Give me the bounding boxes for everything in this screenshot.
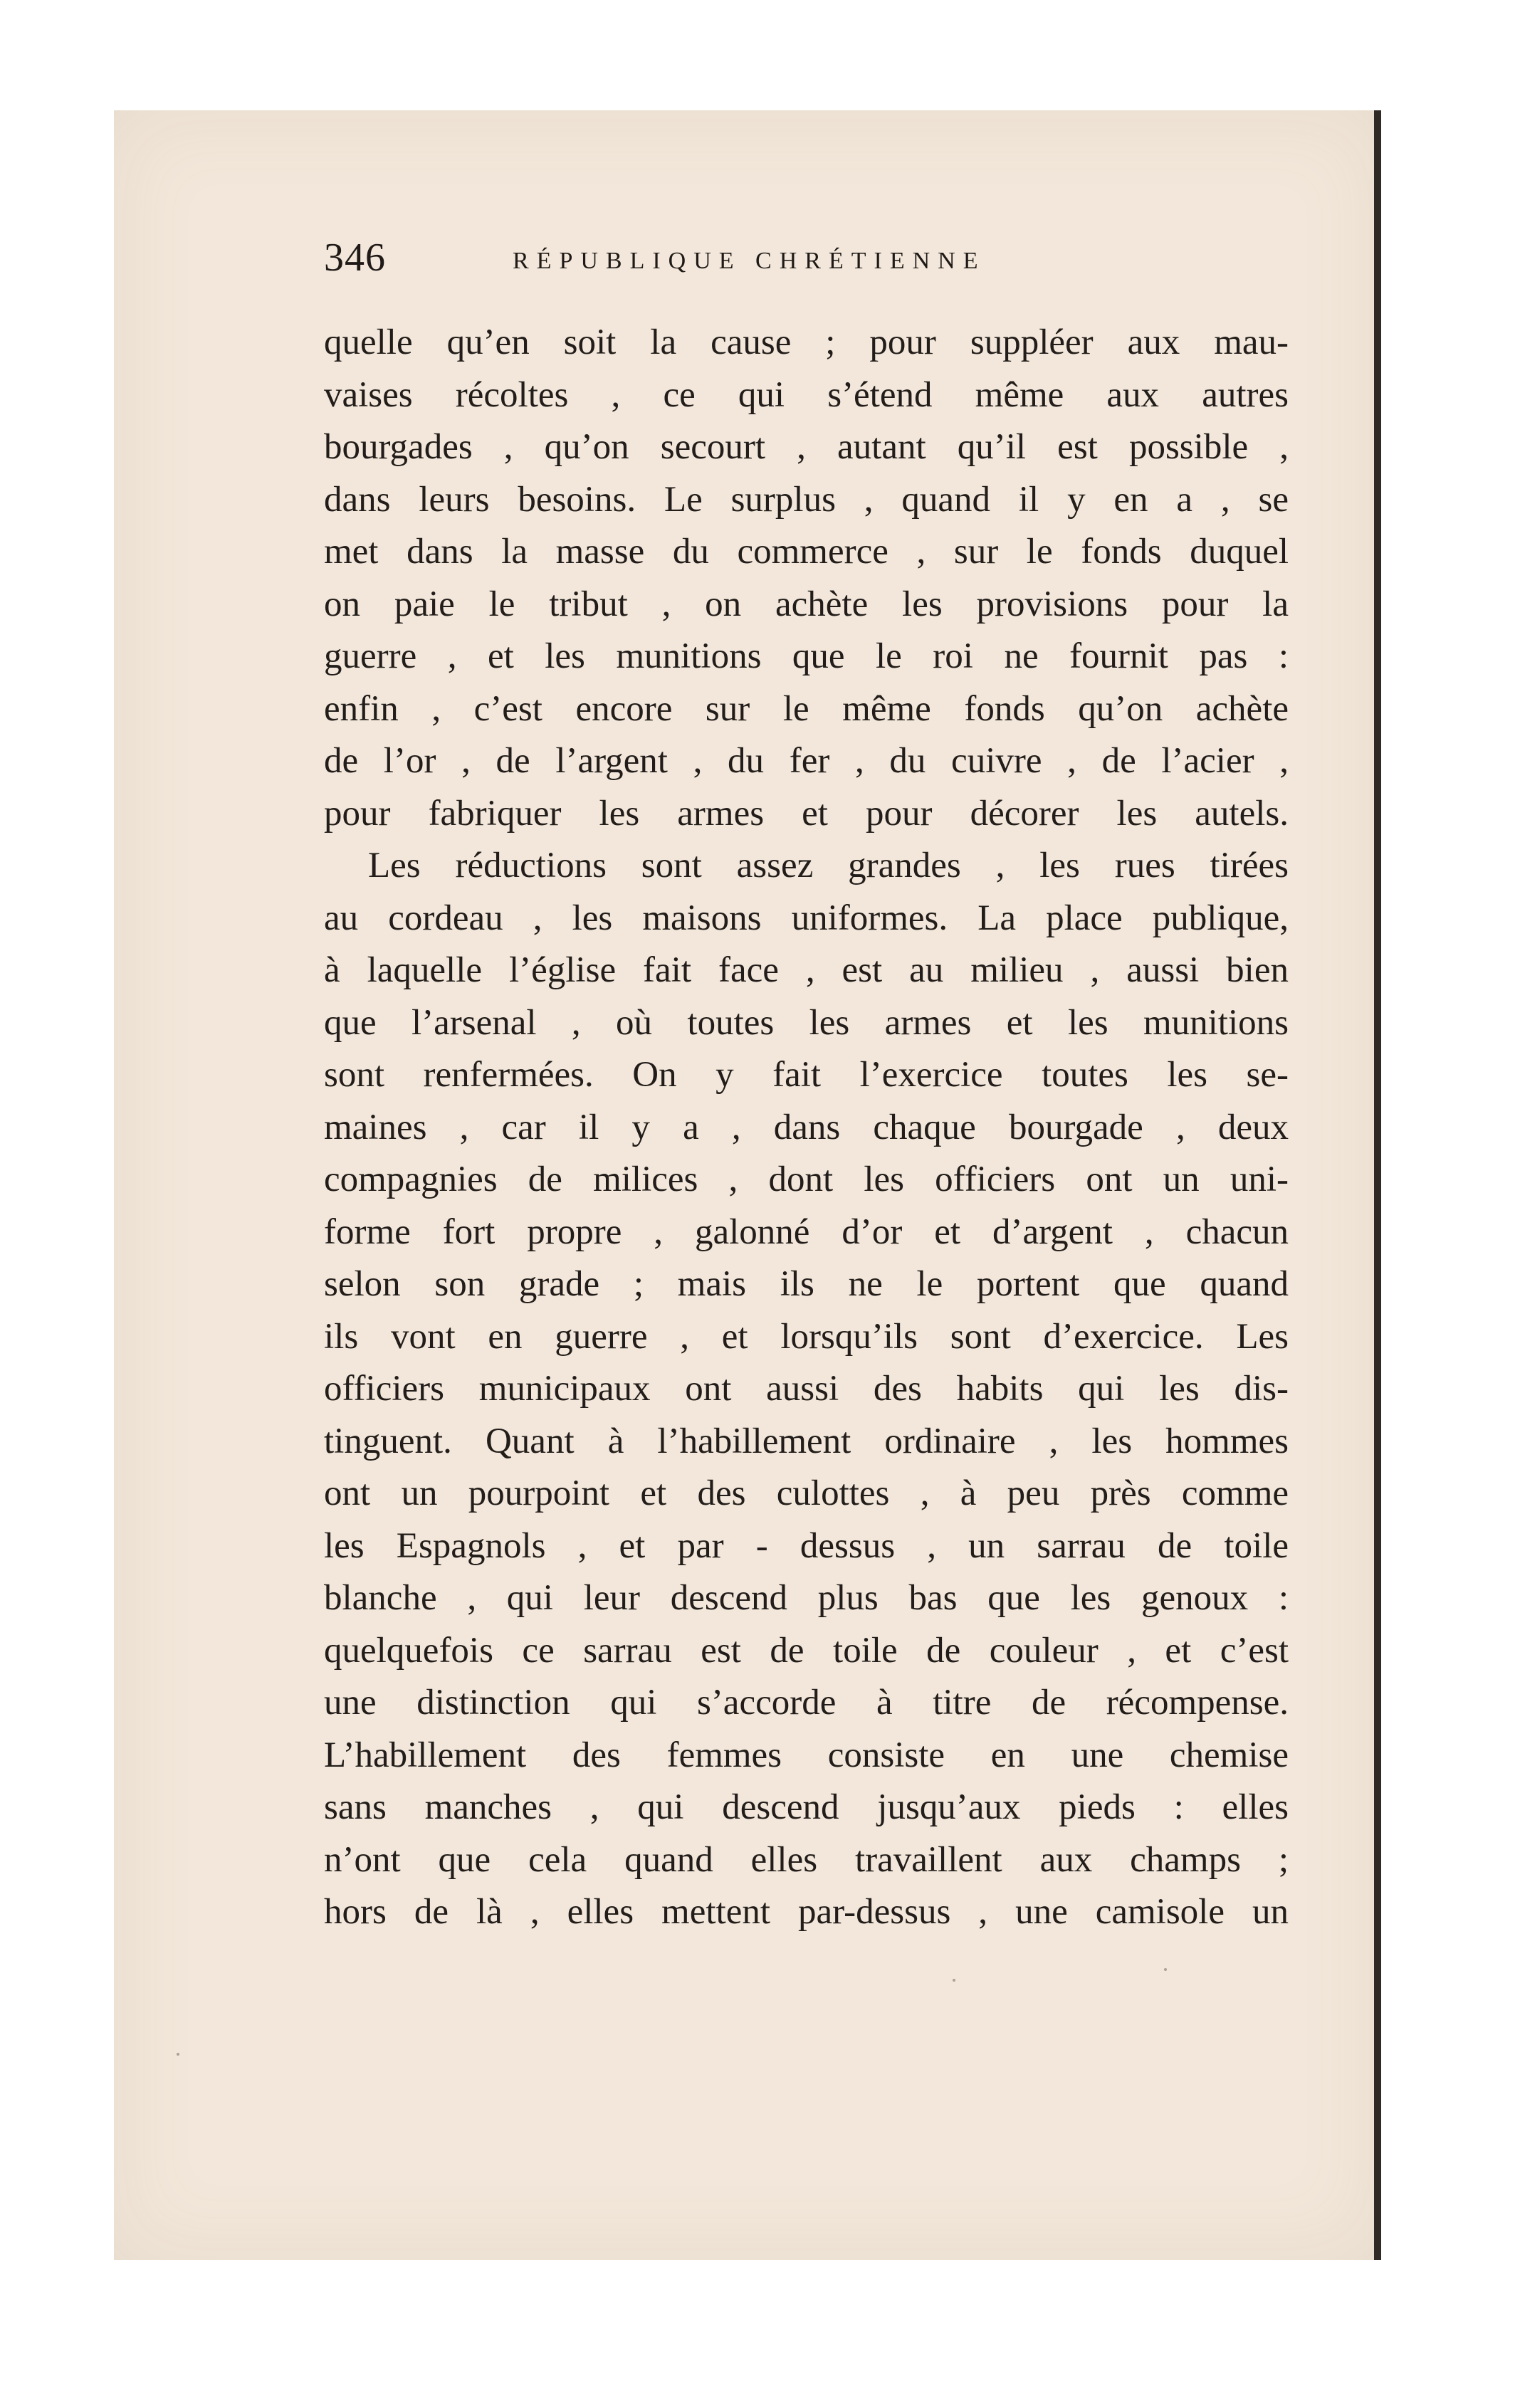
text-line: dans leurs besoins. Le surplus , quand il y en a , se [324, 479, 1289, 520]
text-line: ils vont en guerre , et lorsqu’ils sont d’exercice. Les [324, 1316, 1289, 1357]
text-line: de l’or , de l’argent , du fer , du cuivre , de l’acier , [324, 741, 1289, 781]
text-line: L’habillement des femmes consiste en une chemise [324, 1735, 1289, 1775]
text-line: guerre , et les munitions que le roi ne fournit pas : [324, 636, 1289, 676]
text-line: une distinction qui s’accorde à titre de récompense. [324, 1683, 1289, 1723]
page-number: 346 [324, 236, 386, 280]
body-text [324, 317, 1289, 1982]
text-line: compagnies de milices , dont les officiers ont un uni- [324, 1160, 1289, 1199]
text-line: à laquelle l’église fait face , est au milieu , aussi bien [324, 950, 1289, 990]
text-line: selon son grade ; mais ils ne le portent que quand [324, 1264, 1289, 1304]
paper-speck [177, 2053, 179, 2056]
text-line: au cordeau , les maisons uniformes. La place publique, [324, 898, 1289, 938]
text-line: maines , car il y a , dans chaque bourgade , deux [324, 1107, 1289, 1147]
text-line: quelquefois ce sarrau est de toile de couleur , et c’est [324, 1630, 1289, 1671]
text-line: officiers municipaux ont aussi des habits qui les dis- [324, 1369, 1289, 1409]
text-line: sont renfermées. On y fait l’exercice toutes les se- [324, 1055, 1289, 1095]
text-line: forme fort propre , galonné d’or et d’argent , chacun [324, 1211, 1289, 1252]
text-line: quelle qu’en soit la cause ; pour suppléer aux mau- [324, 322, 1289, 362]
page-header [324, 235, 1289, 299]
paper-speck [953, 1979, 955, 1982]
text-line: pour fabriquer les armes et pour décorer les autels. [324, 793, 1289, 834]
text-line: vaises récoltes , ce qui s’étend même aux autres [324, 374, 1289, 415]
text-line: enfin , c’est encore sur le même fonds qu’on achète [324, 688, 1289, 729]
text-line: ont un pourpoint et des culottes , à peu près comme [324, 1473, 1289, 1513]
page-edge-shadow [1374, 110, 1381, 2260]
text-line: n’ont que cela quand elles travaillent aux champs ; [324, 1839, 1289, 1880]
text-line: Les réductions sont assez grandes , les rues tirées [368, 846, 1289, 885]
text-line: sans manches , qui descend jusqu’aux pieds : elles [324, 1787, 1289, 1827]
paper-speck [1164, 1968, 1167, 1971]
text-line: on paie le tribut , on achète les provisions pour la [324, 584, 1289, 624]
text-line: bourgades , qu’on secourt , autant qu’il est possible , [324, 427, 1289, 467]
text-line: met dans la masse du commerce , sur le fonds duquel [324, 532, 1289, 572]
text-line: les Espagnols , et par - dessus , un sarrau de toile [324, 1525, 1289, 1566]
text-line: blanche , qui leur descend plus bas que les genoux : [324, 1578, 1289, 1618]
text-line: que l’arsenal , où toutes les armes et les munitions [324, 1002, 1289, 1043]
running-title: RÉPUBLIQUE CHRÉTIENNE [513, 248, 986, 274]
text-line: hors de là , elles mettent par-dessus , une camisole un [324, 1892, 1289, 1932]
text-line: tinguent. Quant à l’habillement ordinaire , les hommes [324, 1421, 1289, 1461]
